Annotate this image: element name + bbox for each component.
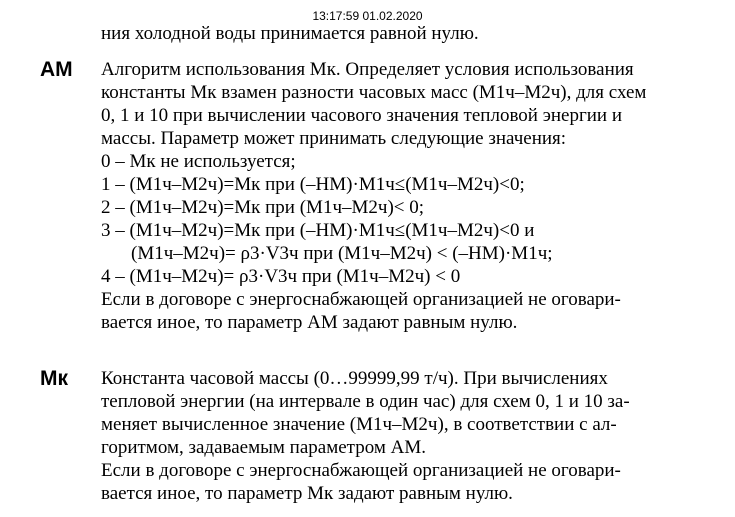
definition-line: Константа часовой массы (0…99999,99 т/ч). При вычислениях [101, 368, 608, 389]
term-mk: Мк [40, 367, 69, 390]
definition-line: Алгоритм использования Мк. Определяет условия использования [101, 59, 634, 80]
value-option-2: 2 – (М1ч–М2ч)=Мк при (М1ч–М2ч)< 0; [101, 197, 425, 218]
definition-line: константы Мк взамен разности часовых масс (М1ч–М2ч), для схем [101, 82, 647, 103]
definition-line: горитмом, задаваемым параметром АМ. [101, 437, 426, 458]
definition-line: 0, 1 и 10 при вычислении часового значения тепловой энергии и [101, 105, 623, 126]
value-option-3: 3 – (М1ч–М2ч)=Мк при (–НМ)·М1ч≤(М1ч–М2ч)<0 и [101, 220, 535, 241]
clipped-text-line: ния холодной воды принимается равной нулю. [101, 23, 479, 44]
value-option-4: 4 – (М1ч–М2ч)= ρ3·V3ч при (М1ч–М2ч) < 0 [101, 266, 461, 287]
definition-line: Если в договоре с энергоснабжающей организацией не оговари- [101, 289, 621, 310]
definition-line: Если в договоре с энергоснабжающей организацией не оговари- [101, 460, 621, 481]
definition-mk [101, 367, 681, 505]
term-am: АМ [40, 58, 73, 81]
print-timestamp: 13:17:59 01.02.2020 [312, 9, 423, 23]
value-option-1: 1 – (М1ч–М2ч)=Мк при (–НМ)·М1ч≤(М1ч–М2ч)<0; [101, 174, 525, 195]
value-option-3-continuation: (М1ч–М2ч)= ρ3·V3ч при (М1ч–М2ч) < (–НМ)·М1ч; [131, 243, 553, 264]
definition-line: вается иное, то параметр АМ задают равным нулю. [101, 312, 518, 333]
definition-line: меняет вычисленное значение (М1ч–М2ч), в соответствии с ал- [101, 414, 617, 435]
definition-line: тепловой энергии (на интервале в один час) для схем 0, 1 и 10 за- [101, 391, 630, 412]
definition-line: вается иное, то параметр Мк задают равным нулю. [101, 483, 513, 504]
definition-line: массы. Параметр может принимать следующие значения: [101, 128, 567, 149]
definition-am [101, 58, 681, 334]
value-option-0: 0 – Мк не используется; [101, 151, 296, 172]
